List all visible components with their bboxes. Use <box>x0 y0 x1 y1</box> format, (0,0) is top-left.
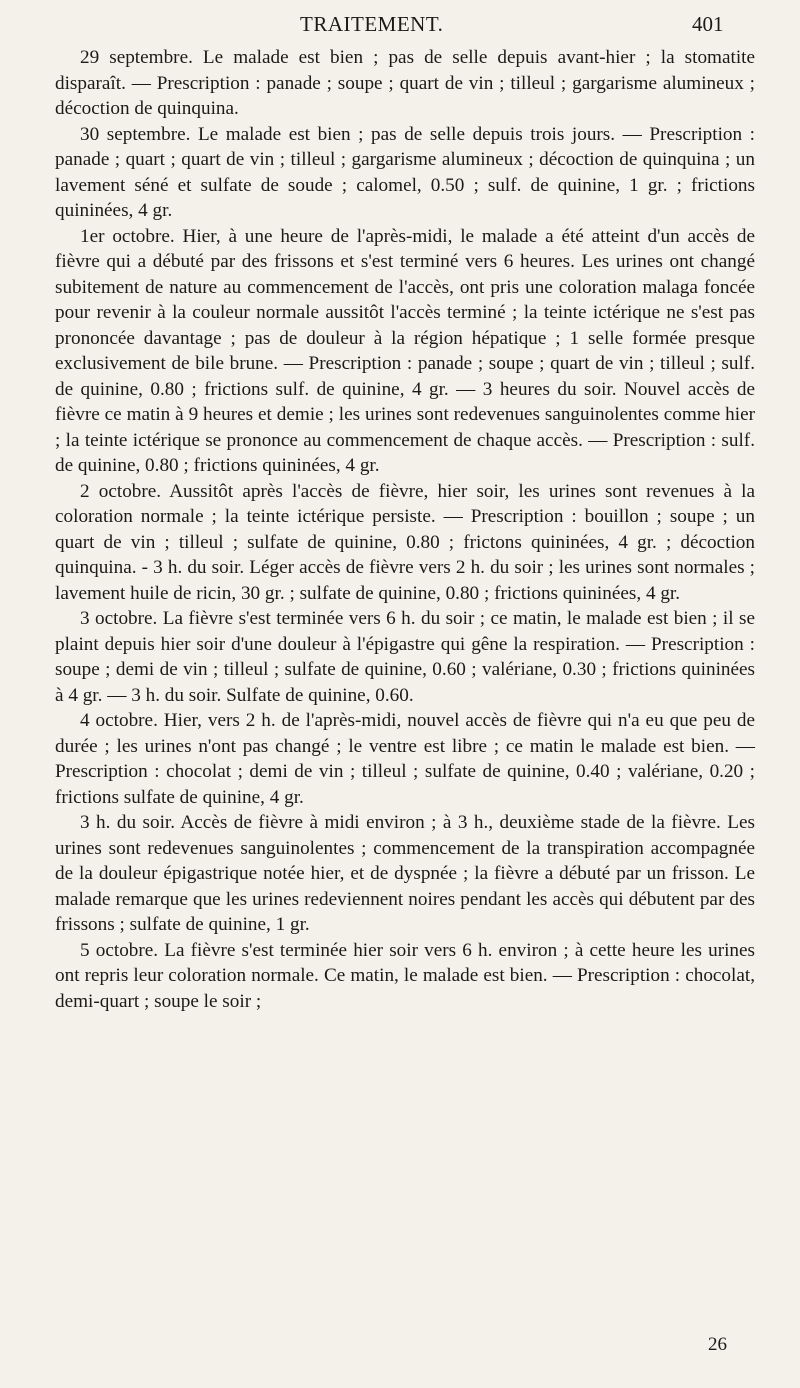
text-body <box>55 45 755 1014</box>
paragraph-30-septembre: 30 septembre. Le malade est bien ; pas de selle depuis trois jours. — Prescription : panade ; quart ; quart de vin ; tilleul ; gargarisme alumineux ; décoction de quinquina ; un lavement séné et sulfate de soude ; calomel, 0.50 ; sulf. de quinine, 1 gr. ; frictions quininées, 4 gr. <box>55 123 755 221</box>
page-number: 401 <box>692 12 724 36</box>
signature-mark: 26 <box>708 1334 727 1355</box>
paragraph-5-octobre: 5 octobre. La fièvre s'est terminée hier soir vers 6 h. environ ; à cette heure les urines ont repris leur coloration normale. Ce matin, le malade est bien. — Prescription : chocolat, demi-quart ; soupe le soir ; <box>55 939 755 1012</box>
paragraph-1-octobre: 1er octobre. Hier, à une heure de l'après-midi, le malade a été atteint d'un accès de fièvre qui a débuté par des frissons et s'est terminé vers 6 heures. Les urines ont changé subitement de nature au commencement de l'accès, ont pris une coloration malaga foncée pour revenir à la couleur normale aussitôt l'accès terminé ; la teinte ictérique ne s'est pas prononcée davantage ; pas de douleur à la région hépatique ; 1 selle formée presque exclusivement de bile brune. — Prescription : panade ; soupe ; quart de vin ; tilleul ; sulf. de quinine, 0.80 ; frictions sulf. de quinine, 4 gr. — 3 heures du soir. Nouvel accès de fièvre ce matin à 9 heures et demie ; les urines sont redevenues sanguinolentes comme hier ; la teinte ictérique se prononce au commencement de chaque accès. — Prescription : sulf. de quinine, 0.80 ; frictions quininées, 4 gr. <box>55 225 755 476</box>
running-title: TRAITEMENT. <box>300 12 444 36</box>
paragraph-3-octobre: 3 octobre. La fièvre s'est terminée vers 6 h. du soir ; ce matin, le malade est bien ; il se plaint depuis hier soir d'une douleur à l'épigastre qui gêne la respiration. — Prescription : soupe ; demi de vin ; tilleul ; sulfate de quinine, 0.60 ; valériane, 0.30 ; frictions quininées à 4 gr. — 3 h. du soir. Sulfate de quinine, 0.60. <box>55 608 755 706</box>
paragraph-4-octobre: 4 octobre. Hier, vers 2 h. de l'après-midi, nouvel accès de fièvre qui n'a eu que peu de durée ; les urines n'ont pas changé ; le ventre est libre ; ce matin le malade est bien. — Prescription : chocolat ; demi de vin ; tilleul ; sulfate de quinine, 0.40 ; valériane, 0.20 ; frictions sulfate de quinine, 4 gr. <box>55 710 755 808</box>
page-header <box>0 6 800 46</box>
paragraph-2-octobre: 2 octobre. Aussitôt après l'accès de fièvre, hier soir, les urines sont revenues à la coloration normale ; la teinte ictérique persiste. — Prescription : bouillon ; soupe ; un quart de vin ; tilleul ; sulfate de quinine, 0.80 ; frictons quininées, 4 gr. ; décoction quinquina. - 3 h. du soir. Léger accès de fièvre vers 2 h. du soir ; les urines sont normales ; lavement huile de ricin, 30 gr. ; sulfate de quinine, 0.80 ; frictions quininées, 4 gr. <box>55 480 755 604</box>
paragraph-4-octobre-soir: 3 h. du soir. Accès de fièvre à midi environ ; à 3 h., deuxième stade de la fièvre. Les urines sont redevenues sanguinolentes ; commencement de la transpiration accompagnée de la douleur épigastrique notée hier, et de dyspnée ; la fièvre a débuté par un frisson. Le malade remarque que les urines redeviennent noires pendant les accès qui débutent par des frissons ; sulfate de quinine, 1 gr. <box>55 812 755 935</box>
paragraph-29-septembre: 29 septembre. Le malade est bien ; pas de selle depuis avant-hier ; la stomatite disparaît. — Prescription : panade ; soupe ; quart de vin ; tilleul ; gargarisme alumineux ; décoction de quinquina. <box>55 47 755 119</box>
